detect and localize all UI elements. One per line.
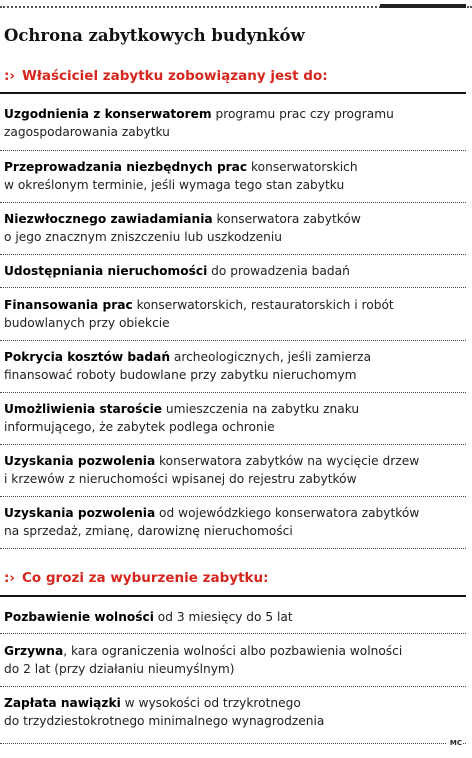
arrow-icon: :› [4,570,15,586]
list-item: Uzyskania pozwolenia konserwatora zabytków na wycięcie drzew i krzewów z nieruchomości wpisanej do rejestru zabytków [4,454,420,486]
list-item: Pokrycia kosztów badań archeologicznych, jeśli zamierza finansować roboty budowlane przy zabytku nieruchomym [4,350,372,382]
section-rule [0,92,466,94]
page-title: Ochrona zabytkowych budynków [4,26,305,45]
item-divider [0,340,466,341]
item-divider [0,686,466,687]
item-divider [0,287,466,288]
section-heading-penalties [4,570,468,592]
author-credit: MC [447,739,462,747]
list-item: Przeprowadzania niezbędnych prac konserwatorskich w określonym terminie, jeśli wymaga tego stan zabytku [4,160,358,192]
arrow-icon: :› [4,68,15,84]
item-divider [0,254,466,255]
item-divider [0,496,466,497]
list-item: Grzywna, kara ograniczenia wolności albo pozbawienia wolności do 2 lat (przy działaniu nieumyślnym) [4,644,403,676]
list-item: Uzyskania pozwolenia od wojewódzkiego konserwatora zabytków na sprzedaż, zmianę, darowiznę nieruchomości [4,506,420,538]
list-item: Finansowania prac konserwatorskich, restauratorskich i robót budowlanych przy obiekcie [4,298,394,330]
list-item: Zapłata nawiązki w wysokości od trzykrotnego do trzydziestokrotnego minimalnego wynagrodzenia [4,696,325,728]
item-divider [0,548,466,549]
list-item: Niezwłocznego zawiadamiania konserwatora zabytków o jego znacznym zniszczeniu lub uszkodzeniu [4,212,361,244]
item-divider [0,633,466,634]
item-divider [0,150,466,151]
section-heading-text: Właściciel zabytku zobowiązany jest do: [22,68,328,84]
list-item: Uzgodnienia z konserwatorem programu prac czy programu zagospodarowania zabytku [4,107,394,139]
list-item: Umożliwienia staroście umieszczenia na zabytku znaku informującego, że zabytek podlega ochronie [4,402,360,434]
item-divider [0,392,466,393]
list-item: Udostępniania nieruchomości do prowadzenia badań [4,264,350,278]
section-rule [0,595,466,597]
section-heading-text: Co grozi za wyburzenie zabytku: [22,570,269,586]
top-solid-rule [380,4,466,8]
item-divider [0,202,466,203]
item-divider [0,444,466,445]
list-item: Pozbawienie wolności od 3 miesięcy do 5 lat [4,610,293,624]
section-heading-obligations [4,68,468,90]
item-divider [0,743,466,744]
